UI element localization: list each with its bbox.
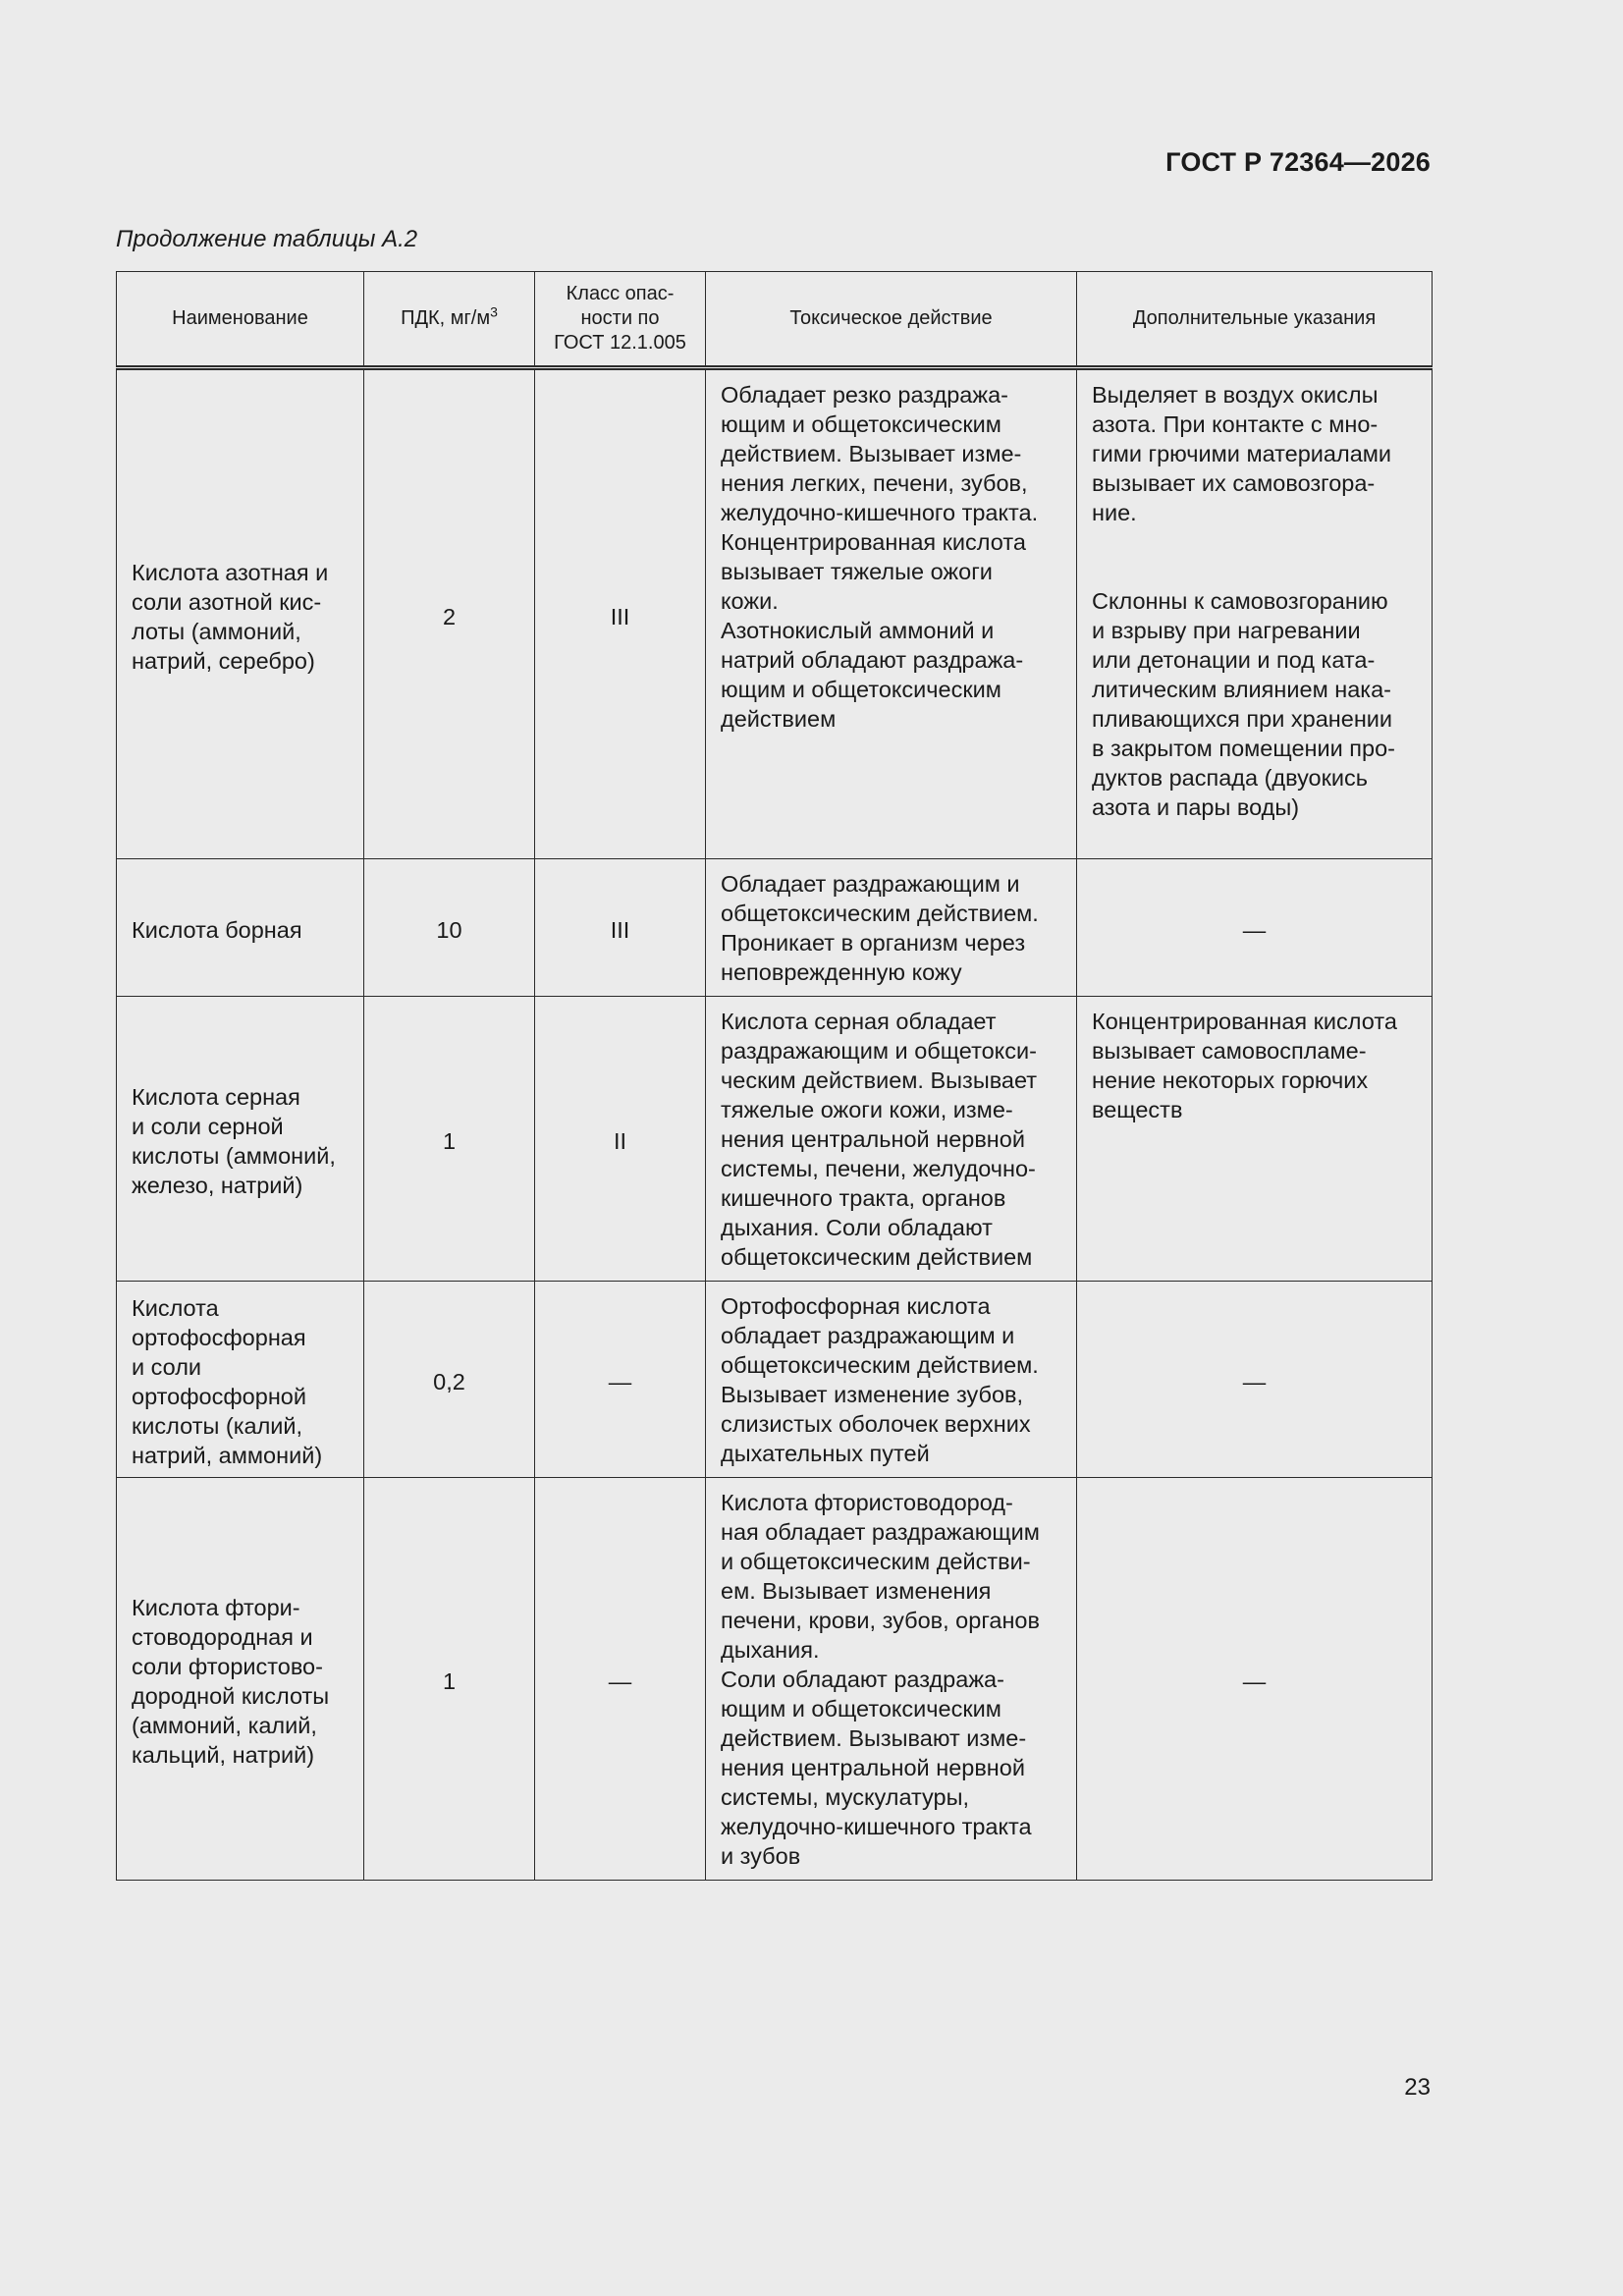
toxic-effect-cell [706, 1282, 1077, 1478]
notes-text-continued: Склонны к самовозгоранию и взрыву при нагревании или детонации и под ката- литическим влиянием нака- пливающихся при хранении в закрытом помещении про- дуктов распада (двуокись азота и пары воды) [1092, 588, 1395, 820]
notes-text: — [1242, 1667, 1267, 1694]
notes-text: Выделяет в воздух окислы азота. При контакте с мно- гими грючими материалами вызывает их самовозгора- ние. [1092, 382, 1392, 525]
table-row [117, 859, 1433, 997]
pdk-cell [364, 1478, 535, 1881]
hazard-class-cell [535, 1478, 706, 1881]
column-header-toxic-effect [706, 272, 1077, 368]
pdk-value: 2 [442, 603, 457, 629]
notes-cell [1077, 1478, 1433, 1881]
column-header-pdk [364, 272, 535, 368]
hazard-class-value: — [608, 1368, 632, 1394]
hazard-class-value: — [608, 1667, 632, 1694]
substance-name: Кислота ортофосфорная и соли ортофосфорной кислоты (калий, натрий, аммоний) [132, 1294, 323, 1468]
substance-name-cell [117, 1282, 364, 1478]
hazard-class-cell [535, 1282, 706, 1478]
column-header-toxic-effect-label: Токсическое действие [789, 307, 993, 329]
column-header-notes [1077, 272, 1433, 368]
hazard-class-cell [535, 859, 706, 997]
substance-name: Кислота фтори- стоводородная и соли фтористово- дородной кислоты (аммоний, калий, кальций, натрий) [132, 1594, 330, 1768]
substance-name-cell [117, 1478, 364, 1881]
notes-text: — [1242, 916, 1267, 943]
toxic-effect-text: Ортофосфорная кислота обладает раздражающим и общетоксическим действием. Вызывает изменение зубов, слизистых оболочек верхних дыхательных путей [721, 1293, 1039, 1466]
substance-name: Кислота азотная и соли азотной кис- лоты (аммоний, натрий, серебро) [132, 559, 329, 674]
column-header-name-label: Наименование [172, 307, 308, 329]
pdk-value: 1 [442, 1127, 457, 1154]
notes-cell [1077, 1282, 1433, 1478]
table-row [117, 1478, 1433, 1881]
substance-name: Кислота борная [132, 916, 302, 943]
toxic-effect-text: Кислота серная обладает раздражающим и общетокси- ческим действием. Вызывает тяжелые ожоги кожи, изме- нения центральной нервной системы, печени, желудочно- кишечного тракта, органов дыхания. Соли обладают общетоксическим действием [721, 1009, 1038, 1270]
column-header-hazard-class-label: Класс опас- ности по ГОСТ 12.1.005 [554, 283, 686, 354]
notes-cell [1077, 368, 1433, 859]
toxic-effect-text: Кислота фтористоводород- ная обладает раздражающим и общетоксическим действи- ем. Вызывает изменения печени, крови, зубов, органов дыхания. Соли обладают раздража- ющим и общетоксическим действием. Вызывают изме- нения центральной нервной системы, мускулатуры, желудочно-кишечного тракта и зубов [721, 1490, 1040, 1869]
document-standard-header: ГОСТ Р 72364—2026 [1165, 147, 1431, 177]
substance-name-cell [117, 997, 364, 1282]
pdk-cell [364, 997, 535, 1282]
table-row [117, 368, 1433, 859]
hazard-class-value: III [610, 916, 630, 943]
pdk-value: 0,2 [433, 1368, 465, 1394]
column-header-pdk-label: ПДК, мг/м [401, 307, 491, 329]
hazard-class-value: II [613, 1127, 627, 1154]
hazard-class-cell [535, 368, 706, 859]
toxic-effect-text: Обладает раздражающим и общетоксическим действием. Проникает в организм через неповрежденную кожу [721, 871, 1039, 985]
hazard-class-cell [535, 997, 706, 1282]
hazard-class-value: III [610, 603, 630, 629]
toxic-effect-cell [706, 997, 1077, 1282]
notes-text: — [1242, 1368, 1267, 1394]
substance-name-cell [117, 368, 364, 859]
table-header-row [117, 272, 1433, 368]
page-number: 23 [1404, 2074, 1431, 2101]
notes-cell [1077, 997, 1433, 1282]
column-header-pdk-superscript: 3 [490, 303, 498, 320]
table-row [117, 1282, 1433, 1478]
substance-name-cell [117, 859, 364, 997]
pdk-value: 1 [442, 1667, 457, 1694]
toxic-effect-cell [706, 1478, 1077, 1881]
column-header-hazard-class [535, 272, 706, 368]
table-row [117, 997, 1433, 1282]
notes-cell [1077, 859, 1433, 997]
pdk-cell [364, 1282, 535, 1478]
toxic-effect-cell [706, 859, 1077, 997]
toxic-effect-text: Обладает резко раздража- ющим и общетоксическим действием. Вызывает изме- нения легких, печени, зубов, желудочно-кишечного тракта. Концентрированная кислота вызывает тяжелые ожоги кожи. Азотнокислый аммоний и натрий обладают раздража- ющим и общетоксическим действием [721, 382, 1039, 732]
toxic-effect-cell [706, 368, 1077, 859]
pdk-value: 10 [436, 916, 462, 943]
pdk-cell [364, 859, 535, 997]
table-caption: Продолжение таблицы А.2 [116, 226, 418, 252]
substance-name: Кислота серная и соли серной кислоты (аммоний, железо, натрий) [132, 1083, 336, 1198]
column-header-name [117, 272, 364, 368]
pdk-cell [364, 368, 535, 859]
notes-text: Концентрированная кислота вызывает самовоспламе- нение некоторых горючих веществ [1092, 1009, 1397, 1122]
hazard-table [116, 271, 1433, 1881]
notes-spacer [1092, 527, 1417, 586]
column-header-notes-label: Дополнительные указания [1132, 307, 1377, 329]
